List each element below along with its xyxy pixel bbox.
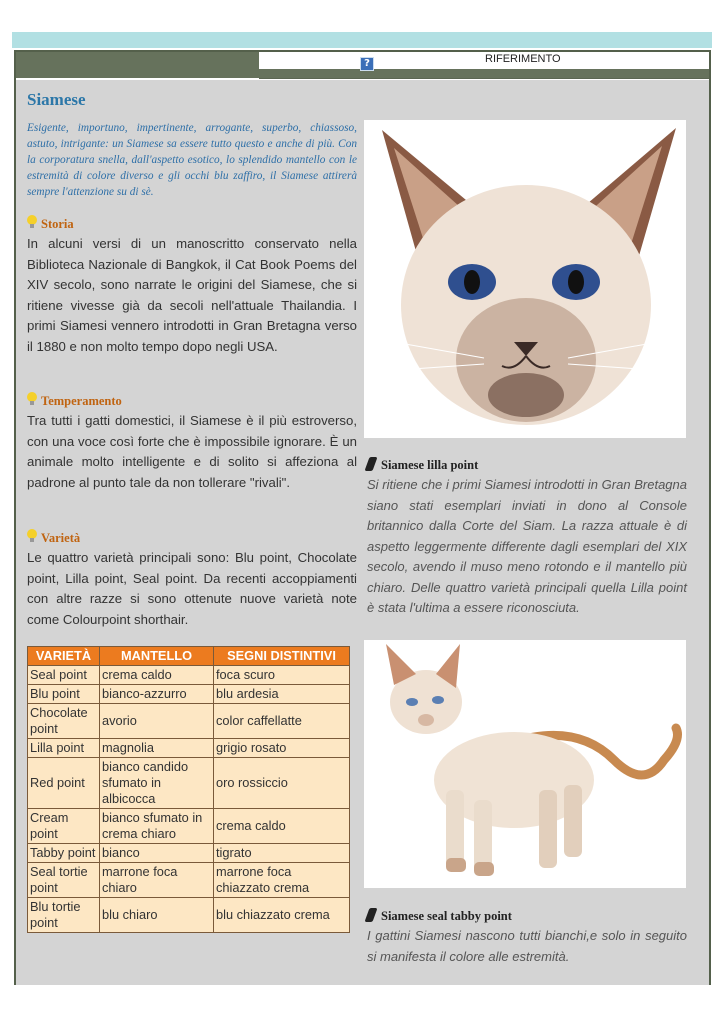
table-row (28, 704, 350, 739)
table-cell: bianco sfumato in crema chiaro (100, 809, 214, 844)
table-cell: blu ardesia (214, 685, 350, 704)
section-text-varieta: Le quattro varietà principali sono: Blu point, Chocolate point, Lilla point, Seal point. Da recenti accoppiamenti con altre razze si sono ottenute nuove varietà note come Colourpoint shorthair. (27, 550, 357, 627)
section-text-storia: In alcuni versi di un manoscritto conservato nella Biblioteca Nazionale di Bangkok, il Cat Book Poems del XIV secolo, sono narrate le origini del Siamese, che si ritiene vivesse già da secoli nell'attuale Thailandia. I primi Siamesi vennero introdotti in Gran Bretagna verso il 1880 e non molto tempo dopo negli USA. (27, 236, 357, 354)
caption-title-label: Siamese seal tabby point (381, 909, 512, 923)
page-title: Siamese (27, 90, 86, 109)
table-cell: foca scuro (214, 666, 350, 685)
table-cell: Seal point (28, 666, 100, 685)
help-icon[interactable]: ? (360, 57, 374, 71)
figure-caption-text: I gattini Siamesi nascono tutti bianchi,e solo in seguito si manifesta il colore alle estremità. (367, 928, 687, 964)
section-heading-varieta (27, 529, 80, 546)
lightbulb-icon (27, 215, 37, 229)
table-row (28, 844, 350, 863)
cat-face-illustration (364, 120, 686, 438)
table-cell: bianco (100, 844, 214, 863)
kitten-illustration (364, 640, 686, 888)
section-heading-label: Storia (41, 217, 74, 231)
siamese-face-photo (364, 120, 686, 438)
table-row (28, 758, 350, 809)
table-cell: bianco-azzurro (100, 685, 214, 704)
table-cell: Seal tortie point (28, 863, 100, 898)
section-heading-label: Varietà (41, 531, 81, 545)
table-cell: Chocolate point (28, 704, 100, 739)
table-cell: magnolia (100, 739, 214, 758)
table-row (28, 739, 350, 758)
table-header-cell: SEGNI DISTINTIVI (214, 647, 350, 666)
table-row (28, 685, 350, 704)
table-cell: blu chiazzato crema (214, 898, 350, 933)
figure-caption-text: Si ritiene che i primi Siamesi introdotti in Gran Bretagna siano stati esemplari inviati in dono al Console britannico dalla Corte del Siam. La razza attuale è di aspetto leggermente differente dagli esemplari del XIX secolo, avendo il muso meno rotondo e il mantello più chiaro. Delle quattro varietà principali quella Lilla point è stata l'ultima a essere riconosciuta. (367, 477, 687, 615)
table-cell: marrone foca chiaro (100, 863, 214, 898)
table-row (28, 666, 350, 685)
section-heading-temperamento (27, 392, 122, 409)
table-row (28, 898, 350, 933)
table-cell: bianco candido sfumato in albicocca (100, 758, 214, 809)
pen-nib-icon (364, 908, 377, 922)
table-cell: crema caldo (214, 809, 350, 844)
table-cell: blu chiaro (100, 898, 214, 933)
table-cell: marrone foca chiazzato crema (214, 863, 350, 898)
table-cell: avorio (100, 704, 214, 739)
header-divider (259, 78, 709, 79)
table-cell: oro rossiccio (214, 758, 350, 809)
pen-nib-icon (364, 457, 377, 471)
table-cell: Blu tortie point (28, 898, 100, 933)
section-heading-label: Temperamento (41, 394, 122, 408)
table-cell: Lilla point (28, 739, 100, 758)
table-cell: Red point (28, 758, 100, 809)
table-cell: Cream point (28, 809, 100, 844)
lightbulb-icon (27, 392, 37, 406)
section-heading-storia (27, 215, 74, 232)
caption-title-label: Siamese lilla point (381, 458, 479, 472)
table-cell: tigrato (214, 844, 350, 863)
section-text-temperamento: Tra tutti i gatti domestici, il Siamese è il più estroverso, con una voce così forte che è impossibile ignorare. È un animale molto intelligente e di solito si affeziona al padrone al punto tale da non tollerare "rivali". (27, 413, 357, 490)
table-cell: color caffellatte (214, 704, 350, 739)
table-header-row (28, 647, 350, 666)
top-bar (12, 32, 712, 48)
table-cell: Blu point (28, 685, 100, 704)
page-frame (14, 50, 711, 985)
table-header-cell: MANTELLO (100, 647, 214, 666)
siamese-kitten-photo (364, 640, 686, 888)
table-cell: grigio rosato (214, 739, 350, 758)
content-area (16, 80, 709, 985)
figure-caption-title (367, 908, 512, 924)
figure-caption-title (367, 457, 478, 473)
table-header-cell: VARIETÀ (28, 647, 100, 666)
intro-text: Esigente, importuno, impertinente, arrogante, superbo, chiassoso, astuto, intrigante: un Siamese sa essere tutto questo e anche di più. Con la corporatura snella, dall'aspetto esotico, lo splendido mantello con le estremità di colore diverso e gli occhi blu zaffiro, il Siamese attirerà sempre l'attenzione su di sè. (27, 122, 357, 198)
variety-table (27, 646, 350, 933)
table-row (28, 809, 350, 844)
table-row (28, 863, 350, 898)
lightbulb-icon (27, 529, 37, 543)
table-cell: Tabby point (28, 844, 100, 863)
reference-label[interactable]: RIFERIMENTO (485, 53, 561, 65)
table-cell: crema caldo (100, 666, 214, 685)
reference-tab (259, 52, 709, 69)
